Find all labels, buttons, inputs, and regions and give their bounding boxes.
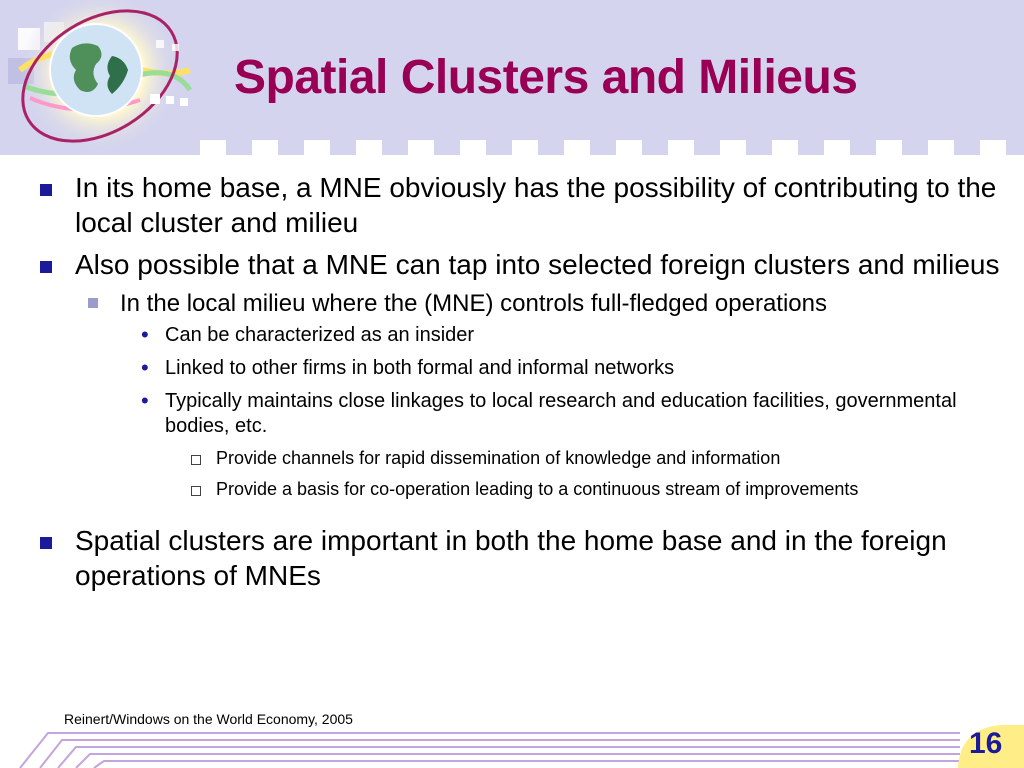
hollow-square-bullet-icon <box>191 486 201 496</box>
bullet-text: Provide channels for rapid dissemination of knowledge and information <box>216 448 781 468</box>
square-bullet-icon <box>40 537 52 549</box>
bullet-item <box>75 247 1000 282</box>
header-dash-pattern <box>200 140 1024 155</box>
bullet-item <box>75 170 1000 240</box>
sub-sub-bullet-item <box>141 388 1000 439</box>
dot-bullet-icon: • <box>141 322 149 347</box>
bullet-item <box>75 523 1000 593</box>
bullet-text: Can be characterized as an insider <box>165 324 475 346</box>
square-bullet-icon <box>40 184 52 196</box>
bullet-text: In its home base, a MNE obviously has the possibility of contributing to the local cluster and milieu <box>75 172 997 238</box>
level4-bullet-item <box>216 447 1000 470</box>
dot-bullet-icon: • <box>141 355 149 380</box>
sub-sub-bullet-item <box>141 355 1000 381</box>
bullet-text: Provide a basis for co-operation leading to a continuous stream of improvements <box>216 479 859 499</box>
level4-bullet-item <box>216 478 1000 501</box>
bullet-text: Also possible that a MNE can tap into selected foreign clusters and milieus <box>75 249 1000 280</box>
footer-source: Reinert/Windows on the World Economy, 2005 <box>64 711 353 727</box>
footer-decoration <box>0 725 1024 768</box>
hollow-square-bullet-icon <box>191 455 201 465</box>
globe-logo-icon <box>0 0 200 150</box>
dot-bullet-icon: • <box>141 388 149 413</box>
sub-bullet-item <box>120 289 1000 319</box>
bullet-text: In the local milieu where the (MNE) controls full-fledged operations <box>120 290 828 317</box>
page-number: 16 <box>969 727 1003 760</box>
sub-sub-bullet-item <box>141 322 1000 348</box>
bullet-list <box>0 170 1000 600</box>
bullet-text: Linked to other firms in both formal and informal networks <box>165 357 675 379</box>
square-bullet-icon <box>40 261 52 273</box>
bullet-text: Typically maintains close linkages to local research and education facilities, governmental bodies, etc. <box>165 390 957 437</box>
bullet-text: Spatial clusters are important in both the home base and in the foreign operations of MNEs <box>75 525 947 591</box>
slide-title: Spatial Clusters and Milieus <box>234 51 858 104</box>
light-square-bullet-icon <box>88 298 98 308</box>
